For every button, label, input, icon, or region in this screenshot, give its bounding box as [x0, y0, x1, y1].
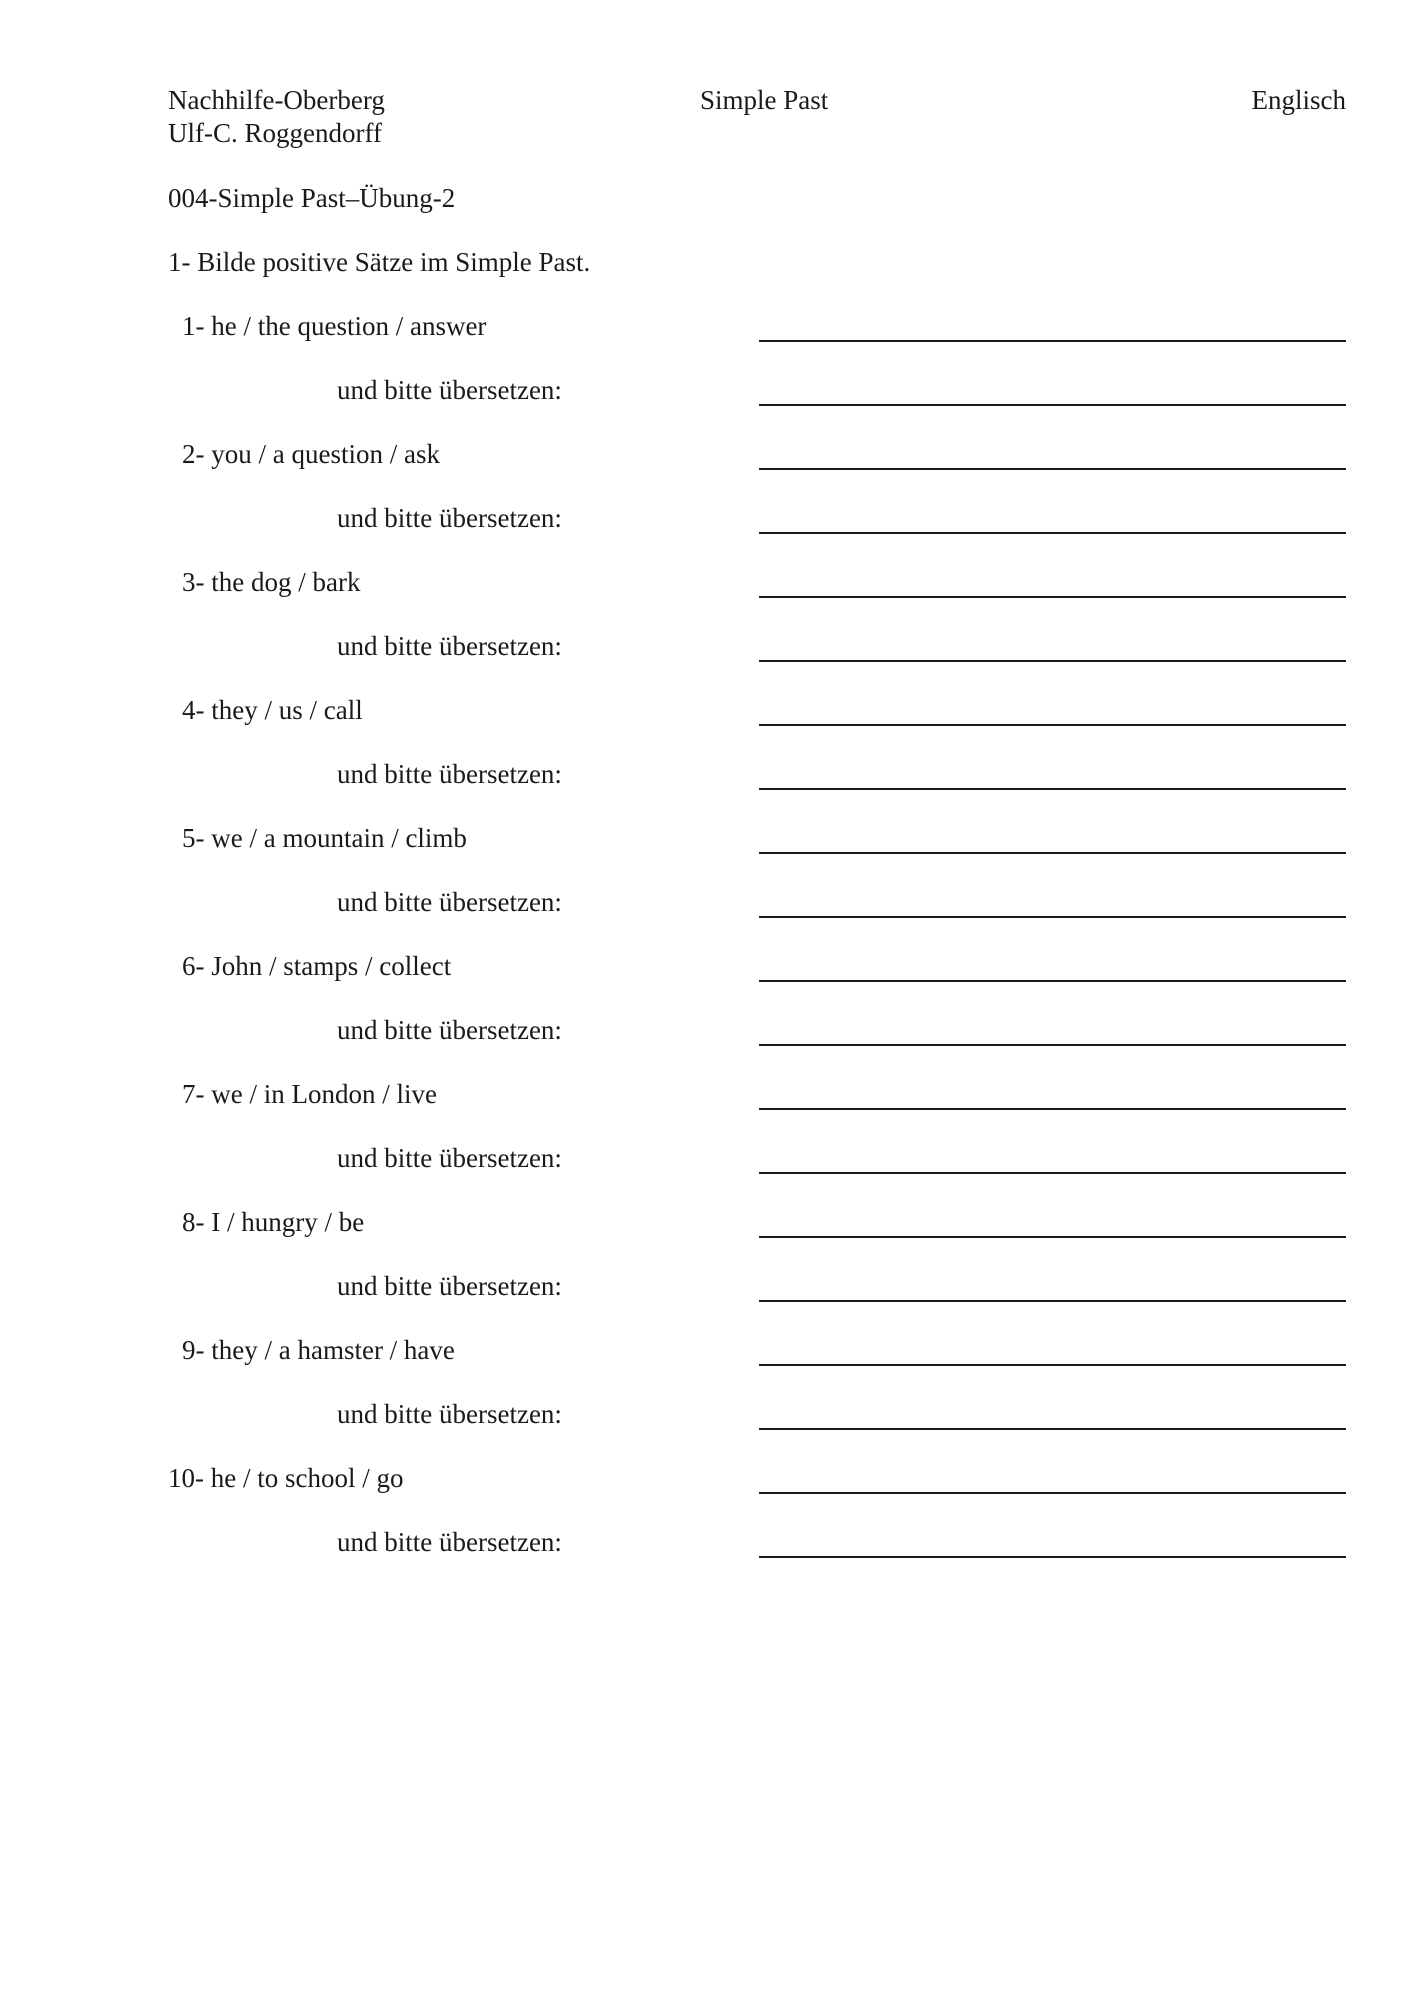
exercise-prompt: 4- they / us / call: [182, 695, 363, 725]
document-title: 004-Simple Past–Übung-2: [168, 183, 456, 213]
translation-answer-line[interactable]: [759, 788, 1346, 790]
answer-line[interactable]: [759, 724, 1346, 726]
header-left: [168, 84, 385, 150]
translate-label: und bitte übersetzen:: [337, 1271, 562, 1301]
translate-label: und bitte übersetzen:: [337, 887, 562, 917]
translation-answer-line[interactable]: [759, 1044, 1346, 1046]
exercise-prompt: 1- he / the question / answer: [182, 311, 487, 341]
exercise-prompt: 2- you / a question / ask: [182, 439, 440, 469]
answer-line[interactable]: [759, 852, 1346, 854]
exercise-prompt: 9- they / a hamster / have: [182, 1335, 455, 1365]
exercise-prompt: 10- he / to school / go: [168, 1463, 404, 1493]
translation-answer-line[interactable]: [759, 532, 1346, 534]
translate-label: und bitte übersetzen:: [337, 1399, 562, 1429]
translate-label: und bitte übersetzen:: [337, 759, 562, 789]
author-name: Ulf-C. Roggendorff: [168, 118, 382, 148]
translation-row: [0, 1014, 1414, 1054]
translation-answer-line[interactable]: [759, 1300, 1346, 1302]
exercise-row: [0, 1462, 1414, 1502]
exercise-prompt: 6- John / stamps / collect: [182, 951, 452, 981]
translation-answer-line[interactable]: [759, 1428, 1346, 1430]
exercise-instruction: 1- Bilde positive Sätze im Simple Past.: [168, 247, 591, 277]
answer-line[interactable]: [759, 1364, 1346, 1366]
translation-row: [0, 758, 1414, 798]
translation-answer-line[interactable]: [759, 660, 1346, 662]
translation-row: [0, 1142, 1414, 1182]
translate-label: und bitte übersetzen:: [337, 1527, 562, 1557]
exercise-row: [0, 1078, 1414, 1118]
answer-line[interactable]: [759, 1108, 1346, 1110]
translate-label: und bitte übersetzen:: [337, 1143, 562, 1173]
translation-row: [0, 886, 1414, 926]
translation-row: [0, 1526, 1414, 1566]
header-topic: Simple Past: [700, 85, 829, 115]
exercise-row: [0, 1334, 1414, 1374]
answer-line[interactable]: [759, 468, 1346, 470]
translation-answer-line[interactable]: [759, 916, 1346, 918]
exercise-prompt: 8- I / hungry / be: [182, 1207, 365, 1237]
exercise-prompt: 7- we / in London / live: [182, 1079, 437, 1109]
exercise-row: [0, 438, 1414, 478]
translation-row: [0, 1270, 1414, 1310]
translation-answer-line[interactable]: [759, 1172, 1346, 1174]
header-subject: Englisch: [1251, 85, 1346, 115]
answer-line[interactable]: [759, 980, 1346, 982]
translation-row: [0, 630, 1414, 670]
answer-line[interactable]: [759, 340, 1346, 342]
translation-row: [0, 502, 1414, 542]
exercise-row: [0, 950, 1414, 990]
translation-answer-line[interactable]: [759, 404, 1346, 406]
exercise-row: [0, 310, 1414, 350]
translation-row: [0, 1398, 1414, 1438]
exercise-prompt: 3- the dog / bark: [182, 567, 361, 597]
translate-label: und bitte übersetzen:: [337, 503, 562, 533]
translate-label: und bitte übersetzen:: [337, 1015, 562, 1045]
answer-line[interactable]: [759, 596, 1346, 598]
answer-line[interactable]: [759, 1492, 1346, 1494]
exercise-prompt: 5- we / a mountain / climb: [182, 823, 467, 853]
translation-answer-line[interactable]: [759, 1556, 1346, 1558]
translate-label: und bitte übersetzen:: [337, 631, 562, 661]
exercise-row: [0, 566, 1414, 606]
exercise-row: [0, 694, 1414, 734]
answer-line[interactable]: [759, 1236, 1346, 1238]
school-name: Nachhilfe-Oberberg: [168, 85, 385, 115]
exercise-row: [0, 822, 1414, 862]
translation-row: [0, 374, 1414, 414]
exercise-row: [0, 1206, 1414, 1246]
translate-label: und bitte übersetzen:: [337, 375, 562, 405]
